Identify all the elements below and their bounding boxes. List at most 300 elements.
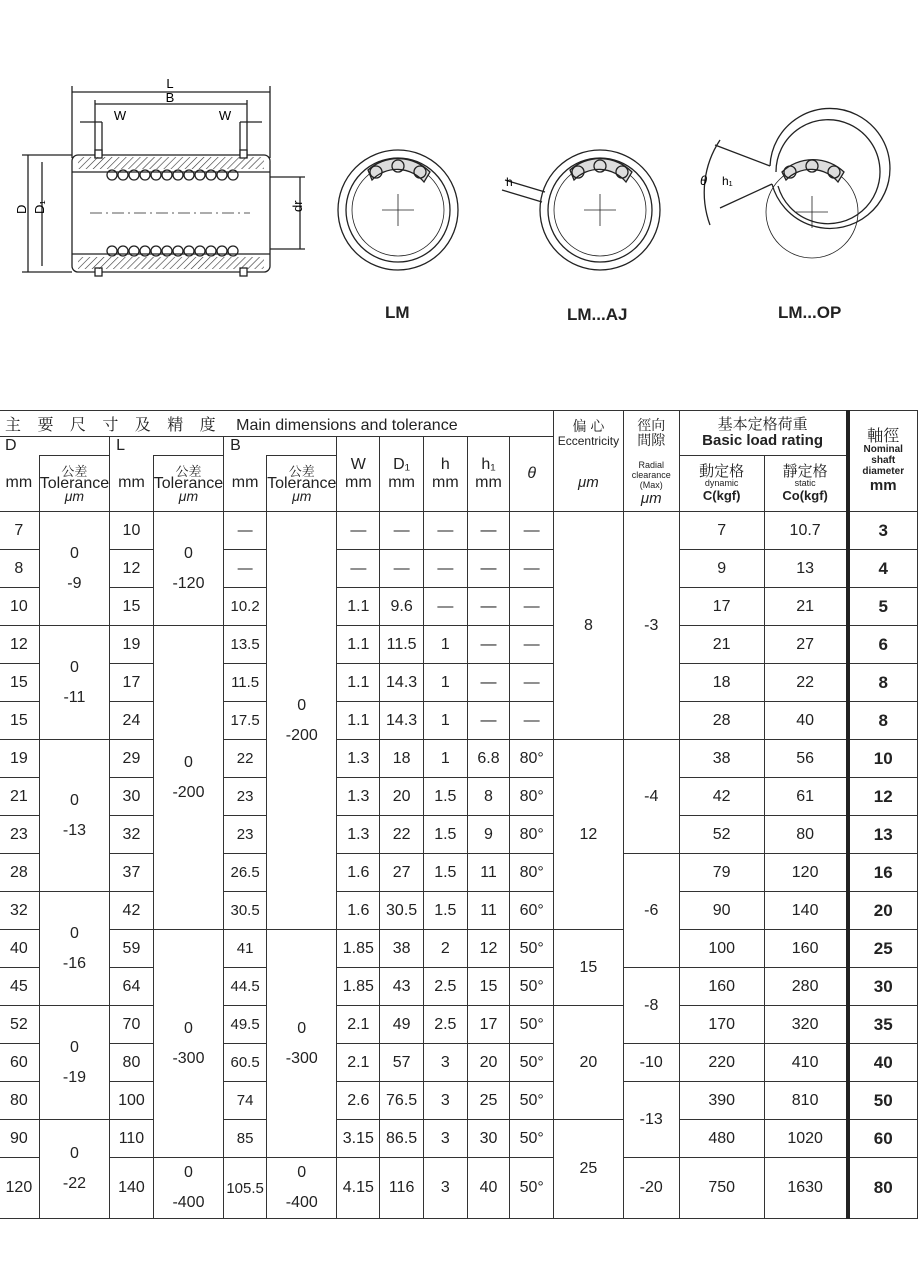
cell-B: 74 bbox=[224, 1082, 267, 1120]
cell-dynamic-load: 170 bbox=[679, 1006, 764, 1044]
cell-D-tolerance bbox=[39, 626, 109, 740]
cell-h1: — bbox=[467, 664, 510, 702]
table-row bbox=[0, 1044, 918, 1082]
tol-upper: 0 bbox=[184, 1164, 193, 1181]
cell-D: 60 bbox=[0, 1044, 39, 1082]
table-row bbox=[0, 550, 918, 588]
cell-dynamic-load: 42 bbox=[679, 778, 764, 816]
col-D-tol: 公差 Tolerance μm bbox=[39, 456, 109, 512]
eccentricity-header bbox=[553, 411, 623, 456]
cell-dynamic-load: 480 bbox=[679, 1120, 764, 1158]
cell-h: 1 bbox=[423, 740, 467, 778]
cell-D1: 27 bbox=[380, 854, 424, 892]
cell-h: 2 bbox=[423, 930, 467, 968]
cell-W: 4.15 bbox=[337, 1158, 380, 1219]
cell-L: 64 bbox=[110, 968, 154, 1006]
cell-W: 1.6 bbox=[337, 892, 380, 930]
cell-dynamic-load: 7 bbox=[679, 512, 764, 550]
dim-D: D bbox=[14, 204, 29, 214]
load-cjk: 基本定格荷重 bbox=[717, 416, 808, 433]
cell-shaft-diameter: 35 bbox=[848, 1006, 918, 1044]
cell-W: 1.85 bbox=[337, 968, 380, 1006]
cell-dynamic-load: 21 bbox=[679, 626, 764, 664]
rad-en: Radial clearance (Max) bbox=[631, 459, 671, 490]
dim-B: B bbox=[165, 90, 175, 105]
dim-h1: h₁ bbox=[722, 174, 733, 188]
cell-W: — bbox=[337, 512, 380, 550]
cell-theta: — bbox=[510, 626, 554, 664]
table-row bbox=[0, 588, 918, 626]
cell-W: 1.6 bbox=[337, 854, 380, 892]
table-row bbox=[0, 854, 918, 892]
cell-L: 110 bbox=[110, 1120, 154, 1158]
cell-h1: — bbox=[467, 588, 510, 626]
tol-upper: 0 bbox=[69, 1145, 79, 1162]
cell-dynamic-load: 90 bbox=[679, 892, 764, 930]
cell-W: 1.1 bbox=[337, 626, 380, 664]
cell-h: 3 bbox=[423, 1120, 467, 1158]
cell-h: — bbox=[423, 512, 467, 550]
cell-D: 23 bbox=[0, 816, 39, 854]
dim-theta: θ bbox=[700, 173, 708, 188]
cell-shaft-diameter: 6 bbox=[848, 626, 918, 664]
cell-L: 19 bbox=[110, 626, 154, 664]
table-row bbox=[0, 664, 918, 702]
cell-D-tolerance bbox=[39, 512, 109, 626]
cell-static-load: 140 bbox=[764, 892, 847, 930]
cell-h: 1 bbox=[423, 702, 467, 740]
cell-W: 1.1 bbox=[337, 588, 380, 626]
tol-lower: -200 bbox=[172, 783, 205, 801]
cell-h: 1.5 bbox=[423, 778, 467, 816]
cell-dynamic-load: 17 bbox=[679, 588, 764, 626]
cell-radial-clearance: -6 bbox=[623, 854, 679, 968]
cell-D1: 20 bbox=[380, 778, 424, 816]
cell-L-tolerance bbox=[153, 1158, 223, 1219]
cell-L: 140 bbox=[110, 1158, 154, 1219]
dim-W-left: W bbox=[113, 108, 127, 123]
cell-shaft-diameter: 25 bbox=[848, 930, 918, 968]
tol-upper: 0 bbox=[297, 1019, 307, 1037]
cell-theta: 60° bbox=[510, 892, 554, 930]
col-ecc-unit: μm bbox=[553, 456, 623, 512]
ecc-en: Eccentricity bbox=[557, 433, 620, 448]
cell-B: 17.5 bbox=[224, 702, 267, 740]
cell-dynamic-load: 9 bbox=[679, 550, 764, 588]
col-L-mm: mm bbox=[110, 456, 154, 512]
group-L: L bbox=[110, 437, 224, 456]
cell-L-tolerance bbox=[153, 626, 223, 930]
side-view-drawing bbox=[22, 86, 305, 276]
cell-W: 2.1 bbox=[337, 1044, 380, 1082]
cell-dynamic-load: 52 bbox=[679, 816, 764, 854]
cell-L-tolerance bbox=[153, 512, 223, 626]
cell-B: 22 bbox=[224, 740, 267, 778]
cell-theta: 50° bbox=[510, 968, 554, 1006]
cell-dynamic-load: 750 bbox=[679, 1158, 764, 1219]
cell-static-load: 40 bbox=[764, 702, 847, 740]
cell-theta: — bbox=[510, 550, 554, 588]
cell-shaft-diameter: 50 bbox=[848, 1082, 918, 1120]
cell-W: 1.3 bbox=[337, 816, 380, 854]
cell-D1: 30.5 bbox=[380, 892, 424, 930]
cell-D: 12 bbox=[0, 626, 39, 664]
table-row bbox=[0, 512, 918, 550]
cell-B: 10.2 bbox=[224, 588, 267, 626]
cell-B-tolerance bbox=[267, 512, 337, 930]
tol-lower: -22 bbox=[62, 1175, 86, 1192]
cell-static-load: 320 bbox=[764, 1006, 847, 1044]
col-h: h mm bbox=[423, 437, 467, 512]
cell-static-load: 27 bbox=[764, 626, 847, 664]
cell-B: — bbox=[224, 550, 267, 588]
cell-h1: — bbox=[467, 702, 510, 740]
cell-B: 44.5 bbox=[224, 968, 267, 1006]
table-row bbox=[0, 626, 918, 664]
cell-dynamic-load: 160 bbox=[679, 968, 764, 1006]
cell-dynamic-load: 220 bbox=[679, 1044, 764, 1082]
tol-upper: 0 bbox=[297, 1164, 307, 1181]
cell-static-load: 280 bbox=[764, 968, 847, 1006]
cell-shaft-diameter: 4 bbox=[848, 550, 918, 588]
cell-theta: 50° bbox=[510, 1006, 554, 1044]
table-row bbox=[0, 1120, 918, 1158]
rad-cjk: 徑向間隙 bbox=[637, 417, 666, 449]
cell-W: 2.6 bbox=[337, 1082, 380, 1120]
col-L-tol: 公差 Tolerance μm bbox=[153, 456, 223, 512]
load-en: Basic load rating bbox=[702, 432, 824, 449]
cell-W: — bbox=[337, 550, 380, 588]
cell-D1: 18 bbox=[380, 740, 424, 778]
cell-D-tolerance bbox=[39, 1006, 109, 1120]
cell-B: 60.5 bbox=[224, 1044, 267, 1082]
cell-D1: 43 bbox=[380, 968, 424, 1006]
cell-D: 52 bbox=[0, 1006, 39, 1044]
cell-h1: — bbox=[467, 626, 510, 664]
cell-D1: 57 bbox=[380, 1044, 424, 1082]
cell-shaft-diameter: 16 bbox=[848, 854, 918, 892]
caption-lm: LM bbox=[385, 303, 410, 322]
tol-lower: -400 bbox=[285, 1194, 318, 1211]
cell-D1: 9.6 bbox=[380, 588, 424, 626]
tol-upper: 0 bbox=[297, 696, 307, 714]
cell-h1: 25 bbox=[467, 1082, 510, 1120]
cell-D1: 22 bbox=[380, 816, 424, 854]
cell-D: 120 bbox=[0, 1158, 39, 1219]
cell-theta: 80° bbox=[510, 740, 554, 778]
caption-lm-op: LM...OP bbox=[778, 303, 842, 322]
cell-eccentricity: 25 bbox=[553, 1120, 623, 1219]
col-theta: θ bbox=[510, 437, 554, 512]
cell-W: 1.3 bbox=[337, 778, 380, 816]
cell-theta: 50° bbox=[510, 1158, 554, 1219]
cell-D: 8 bbox=[0, 550, 39, 588]
table-row bbox=[0, 968, 918, 1006]
cell-h: — bbox=[423, 588, 467, 626]
cell-L: 70 bbox=[110, 1006, 154, 1044]
col-static: 靜定格 static Co(kgf) bbox=[764, 456, 847, 512]
cell-D: 15 bbox=[0, 702, 39, 740]
spec-table-body bbox=[0, 512, 918, 1219]
cell-h: 1.5 bbox=[423, 816, 467, 854]
cell-W: 3.15 bbox=[337, 1120, 380, 1158]
cell-h1: — bbox=[467, 550, 510, 588]
dim-h: h bbox=[506, 175, 513, 189]
cell-B: 23 bbox=[224, 778, 267, 816]
cell-L: 17 bbox=[110, 664, 154, 702]
table-row bbox=[0, 930, 918, 968]
cell-h1: 6.8 bbox=[467, 740, 510, 778]
cell-theta: 50° bbox=[510, 1120, 554, 1158]
cell-L: 24 bbox=[110, 702, 154, 740]
cell-theta: — bbox=[510, 588, 554, 626]
col-W: W mm bbox=[337, 437, 380, 512]
col-dynamic: 動定格 dynamic C(kgf) bbox=[679, 456, 764, 512]
shaft-cjk: 軸徑 bbox=[867, 427, 900, 445]
tol-upper: 0 bbox=[69, 791, 79, 809]
cell-static-load: 80 bbox=[764, 816, 847, 854]
cell-W: 1.1 bbox=[337, 702, 380, 740]
cell-shaft-diameter: 30 bbox=[848, 968, 918, 1006]
group-B: B bbox=[224, 437, 337, 456]
cell-D: 10 bbox=[0, 588, 39, 626]
cell-D1: 86.5 bbox=[380, 1120, 424, 1158]
col-D-mm: mm bbox=[0, 456, 39, 512]
cell-D1: 11.5 bbox=[380, 626, 424, 664]
cell-eccentricity: 20 bbox=[553, 1006, 623, 1120]
cell-h1: 17 bbox=[467, 1006, 510, 1044]
cell-static-load: 13 bbox=[764, 550, 847, 588]
cell-B: 41 bbox=[224, 930, 267, 968]
cell-L: 29 bbox=[110, 740, 154, 778]
table-row bbox=[0, 816, 918, 854]
cell-B: 30.5 bbox=[224, 892, 267, 930]
cell-D1: — bbox=[380, 550, 424, 588]
cell-D: 21 bbox=[0, 778, 39, 816]
cell-h: 2.5 bbox=[423, 968, 467, 1006]
cell-shaft-diameter: 40 bbox=[848, 1044, 918, 1082]
cell-L-tolerance bbox=[153, 930, 223, 1158]
cell-h: 1.5 bbox=[423, 854, 467, 892]
cell-h1: 40 bbox=[467, 1158, 510, 1219]
cell-D1: 14.3 bbox=[380, 702, 424, 740]
cell-D: 90 bbox=[0, 1120, 39, 1158]
cell-D: 19 bbox=[0, 740, 39, 778]
cell-shaft-diameter: 13 bbox=[848, 816, 918, 854]
cell-h: 2.5 bbox=[423, 1006, 467, 1044]
cell-D: 28 bbox=[0, 854, 39, 892]
col-rad-unit: Radial clearance (Max) μm bbox=[623, 456, 679, 512]
cell-D1: 49 bbox=[380, 1006, 424, 1044]
cell-D: 15 bbox=[0, 664, 39, 702]
cell-shaft-diameter: 3 bbox=[848, 512, 918, 550]
table-row bbox=[0, 778, 918, 816]
shaft-unit: mm bbox=[869, 476, 897, 494]
cell-D-tolerance bbox=[39, 1120, 109, 1219]
dim-dr: dr bbox=[290, 200, 305, 212]
cell-h: 3 bbox=[423, 1082, 467, 1120]
cell-B: 23 bbox=[224, 816, 267, 854]
cell-dynamic-load: 18 bbox=[679, 664, 764, 702]
cell-shaft-diameter: 80 bbox=[848, 1158, 918, 1219]
cell-h1: 30 bbox=[467, 1120, 510, 1158]
cell-h1: 12 bbox=[467, 930, 510, 968]
tol-lower: -9 bbox=[67, 574, 82, 592]
tol-upper: 0 bbox=[69, 1038, 79, 1056]
cell-static-load: 810 bbox=[764, 1082, 847, 1120]
tol-lower: -300 bbox=[172, 1049, 205, 1067]
lm-aj-front-view bbox=[502, 150, 660, 270]
cell-B: 13.5 bbox=[224, 626, 267, 664]
cell-static-load: 120 bbox=[764, 854, 847, 892]
cell-theta: 50° bbox=[510, 1082, 554, 1120]
caption-lm-aj: LM...AJ bbox=[567, 305, 628, 324]
cell-theta: 80° bbox=[510, 854, 554, 892]
cell-dynamic-load: 28 bbox=[679, 702, 764, 740]
cell-h: 1.5 bbox=[423, 892, 467, 930]
cell-L: 32 bbox=[110, 816, 154, 854]
cell-static-load: 1630 bbox=[764, 1158, 847, 1219]
cell-W: 1.3 bbox=[337, 740, 380, 778]
cell-D: 80 bbox=[0, 1082, 39, 1120]
tol-upper: 0 bbox=[69, 658, 79, 676]
cell-radial-clearance: -20 bbox=[623, 1158, 679, 1219]
cell-static-load: 21 bbox=[764, 588, 847, 626]
cell-h: — bbox=[423, 550, 467, 588]
col-B-mm: mm bbox=[224, 456, 267, 512]
cell-theta: — bbox=[510, 512, 554, 550]
cell-h1: 20 bbox=[467, 1044, 510, 1082]
cell-dynamic-load: 390 bbox=[679, 1082, 764, 1120]
cell-B: 85 bbox=[224, 1120, 267, 1158]
tol-upper: 0 bbox=[184, 753, 193, 771]
cell-h: 1 bbox=[423, 626, 467, 664]
cell-W: 1.1 bbox=[337, 664, 380, 702]
cell-shaft-diameter: 8 bbox=[848, 664, 918, 702]
col-B-tol: 公差 Tolerance μm bbox=[267, 456, 337, 512]
cell-dynamic-load: 100 bbox=[679, 930, 764, 968]
cell-theta: — bbox=[510, 664, 554, 702]
cell-h1: 9 bbox=[467, 816, 510, 854]
cell-D: 40 bbox=[0, 930, 39, 968]
cell-eccentricity: 15 bbox=[553, 930, 623, 1006]
cell-static-load: 160 bbox=[764, 930, 847, 968]
cell-dynamic-load: 79 bbox=[679, 854, 764, 892]
cell-L: 59 bbox=[110, 930, 154, 968]
cell-theta: 80° bbox=[510, 816, 554, 854]
cell-static-load: 56 bbox=[764, 740, 847, 778]
lm-front-view bbox=[338, 150, 458, 270]
table-row bbox=[0, 740, 918, 778]
cell-L: 100 bbox=[110, 1082, 154, 1120]
cell-D1: — bbox=[380, 512, 424, 550]
tol-lower: -11 bbox=[63, 688, 86, 706]
radial-cjk-header bbox=[623, 411, 679, 456]
table-row bbox=[0, 702, 918, 740]
cell-D1: 14.3 bbox=[380, 664, 424, 702]
load-rating-header bbox=[679, 411, 847, 456]
cell-static-load: 61 bbox=[764, 778, 847, 816]
cell-L: 10 bbox=[110, 512, 154, 550]
cell-h1: 8 bbox=[467, 778, 510, 816]
bearing-figures bbox=[0, 0, 920, 380]
cell-eccentricity: 12 bbox=[553, 740, 623, 930]
dim-L: L bbox=[166, 76, 174, 91]
tol-upper: 0 bbox=[184, 1019, 193, 1037]
cell-shaft-diameter: 10 bbox=[848, 740, 918, 778]
ecc-cjk: 偏 心 bbox=[572, 417, 605, 434]
cell-theta: 50° bbox=[510, 930, 554, 968]
cell-theta: — bbox=[510, 702, 554, 740]
main-en: Main dimensions and tolerance bbox=[236, 417, 458, 434]
cell-radial-clearance: -4 bbox=[623, 740, 679, 854]
cell-D: 45 bbox=[0, 968, 39, 1006]
cell-radial-clearance: -8 bbox=[623, 968, 679, 1044]
cell-B: — bbox=[224, 512, 267, 550]
shaft-header bbox=[848, 411, 918, 512]
cell-static-load: 1020 bbox=[764, 1120, 847, 1158]
tol-lower: -120 bbox=[172, 574, 205, 592]
cell-D-tolerance bbox=[39, 892, 109, 1006]
dim-W-right: W bbox=[218, 108, 232, 123]
cell-h: 1 bbox=[423, 664, 467, 702]
shaft-en: Nominal shaft diameter bbox=[862, 443, 905, 477]
cell-L: 80 bbox=[110, 1044, 154, 1082]
cell-static-load: 410 bbox=[764, 1044, 847, 1082]
cell-D1: 116 bbox=[380, 1158, 424, 1219]
cell-static-load: 10.7 bbox=[764, 512, 847, 550]
tol-lower: -16 bbox=[62, 954, 86, 972]
cell-L: 37 bbox=[110, 854, 154, 892]
tol-lower: -13 bbox=[62, 821, 86, 839]
cell-W: 1.85 bbox=[337, 930, 380, 968]
cell-shaft-diameter: 60 bbox=[848, 1120, 918, 1158]
cell-eccentricity: 8 bbox=[553, 512, 623, 740]
cell-D: 7 bbox=[0, 512, 39, 550]
cell-h1: 11 bbox=[467, 892, 510, 930]
cell-shaft-diameter: 8 bbox=[848, 702, 918, 740]
cell-L: 15 bbox=[110, 588, 154, 626]
cell-D-tolerance bbox=[39, 740, 109, 892]
tol-lower: -19 bbox=[62, 1068, 86, 1086]
cell-static-load: 22 bbox=[764, 664, 847, 702]
cell-theta: 80° bbox=[510, 778, 554, 816]
cell-B-tolerance bbox=[267, 930, 337, 1158]
cell-D1: 76.5 bbox=[380, 1082, 424, 1120]
cell-B-tolerance bbox=[267, 1158, 337, 1219]
tol-lower: -300 bbox=[285, 1049, 318, 1067]
cell-B: 11.5 bbox=[224, 664, 267, 702]
cell-shaft-diameter: 20 bbox=[848, 892, 918, 930]
table-row bbox=[0, 1082, 918, 1120]
spec-table bbox=[0, 410, 918, 1219]
cell-W: 2.1 bbox=[337, 1006, 380, 1044]
tol-lower: -200 bbox=[285, 726, 318, 744]
cell-radial-clearance: -10 bbox=[623, 1044, 679, 1082]
cell-L: 42 bbox=[110, 892, 154, 930]
cell-B: 105.5 bbox=[224, 1158, 267, 1219]
cell-radial-clearance: -3 bbox=[623, 512, 679, 740]
cell-dynamic-load: 38 bbox=[679, 740, 764, 778]
main-cjk: 主 要 尺 寸 及 精 度 bbox=[5, 417, 222, 434]
tol-upper: 0 bbox=[184, 544, 193, 562]
table-row bbox=[0, 892, 918, 930]
cell-L: 30 bbox=[110, 778, 154, 816]
table-row bbox=[0, 1006, 918, 1044]
cell-h1: — bbox=[467, 512, 510, 550]
main-dimensions-header bbox=[0, 411, 553, 437]
cell-h1: 11 bbox=[467, 854, 510, 892]
